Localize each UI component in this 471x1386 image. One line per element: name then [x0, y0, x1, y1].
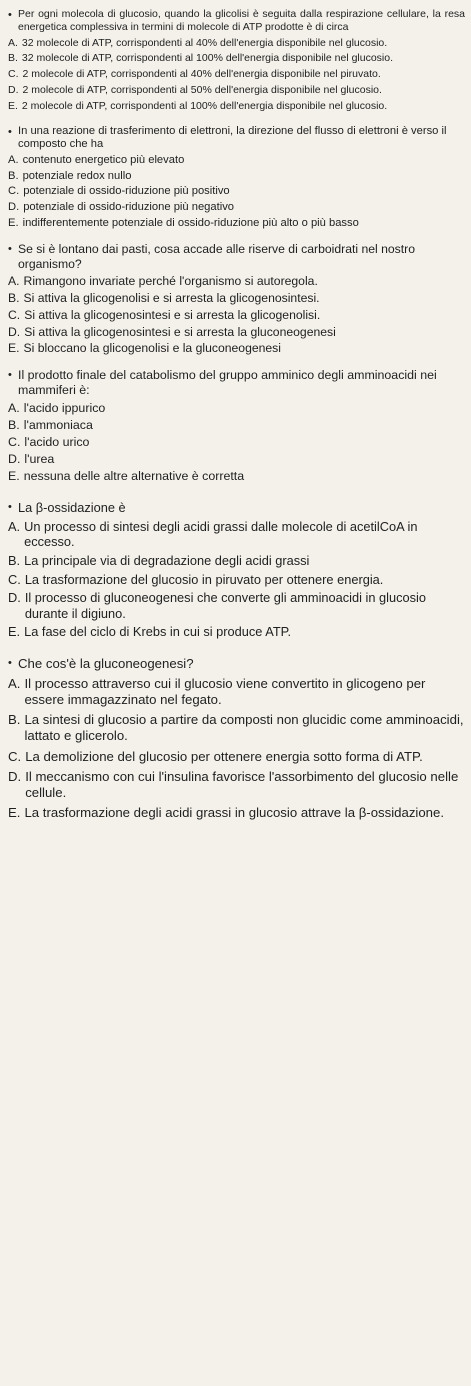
option-a[interactable] [8, 676, 465, 708]
option-letter: D. [8, 768, 22, 784]
option-c[interactable] [8, 308, 465, 323]
question-stem [8, 125, 465, 152]
option-c[interactable] [8, 68, 465, 81]
option-c[interactable] [8, 185, 465, 199]
question-stem [8, 8, 465, 34]
option-text: Si attiva la glicogenosintesi e si arresta la glicogenolisi. [24, 307, 321, 322]
question-4 [8, 368, 465, 484]
option-letter: D. [8, 590, 21, 606]
option-text: Il meccanismo con cui l'insulina favorisce l'assorbimento del glucosio nelle cellule. [25, 768, 459, 800]
option-text: l'acido ippurico [23, 400, 106, 415]
option-a[interactable] [8, 401, 465, 416]
question-text: La β-ossidazione è [18, 500, 126, 516]
option-b[interactable] [8, 52, 465, 65]
option-text: 32 molecole di ATP, corrispondenti al 40% dell'energia disponibile nel glucosio. [21, 36, 388, 49]
question-3 [8, 242, 465, 356]
option-text: 2 molecole di ATP, corrispondenti al 50% dell'energia disponibile nel glucosio. [22, 83, 382, 96]
option-b[interactable] [8, 291, 465, 306]
option-letter: C. [8, 68, 19, 81]
option-text: l'ammoniaca [23, 417, 93, 432]
option-letter: E. [8, 804, 21, 820]
option-c[interactable] [8, 435, 465, 450]
option-text: nessuna delle altre alternative è corretta [23, 469, 245, 484]
option-text: La trasformazione del glucosio in piruvato per ottenere energia. [24, 571, 384, 587]
question-stem [8, 368, 465, 398]
option-letter: B. [8, 290, 20, 305]
question-text: Che cos'è la gluconeogenesi? [18, 656, 194, 672]
option-text: 2 molecole di ATP, corrispondenti al 40% dell'energia disponibile nel piruvato. [22, 68, 381, 81]
bullet-icon: • [8, 9, 12, 21]
option-letter: D. [8, 200, 20, 213]
option-text: contenuto energetico più elevato [22, 153, 185, 166]
option-d[interactable] [8, 452, 465, 467]
option-letter: D. [8, 324, 21, 339]
question-1 [8, 8, 465, 113]
question-text: Il prodotto finale del catabolismo del gruppo amminico degli amminoacidi nei mammiferi è: [18, 368, 437, 398]
option-text: l'urea [24, 451, 55, 466]
bullet-icon: • [8, 657, 12, 670]
option-letter: A. [8, 273, 20, 288]
option-text: Il processo attraverso cui il glucosio viene convertito in glicogeno per essere immagazzinato nel fegato. [24, 676, 426, 708]
bullet-icon: • [8, 243, 12, 256]
question-stem [8, 242, 465, 272]
question-text: In una reazione di trasferimento di elettroni, la direzione del flusso di elettroni è verso il composto che ha [18, 124, 447, 151]
option-letter: A. [8, 36, 18, 49]
option-text: Si attiva la glicogenosintesi e si arresta la gluconeogenesi [24, 324, 336, 339]
option-letter: D. [8, 451, 21, 466]
option-e[interactable] [8, 341, 465, 356]
option-letter: A. [8, 518, 21, 534]
option-letter: B. [8, 417, 20, 432]
option-text: La principale via di degradazione degli acidi grassi [24, 553, 310, 568]
option-e[interactable] [8, 624, 465, 640]
option-a[interactable] [8, 274, 465, 289]
question-text: Se si è lontano dai pasti, cosa accade alle riserve di carboidrati nel nostro organismo? [18, 242, 415, 272]
question-5 [8, 500, 465, 640]
option-a[interactable] [8, 519, 465, 550]
option-d[interactable] [8, 590, 465, 621]
option-letter: A. [8, 400, 20, 415]
option-letter: C. [8, 748, 22, 764]
option-e[interactable] [8, 100, 465, 113]
option-letter: C. [8, 307, 21, 322]
option-letter: B. [8, 169, 19, 182]
option-text: potenziale redox nullo [22, 169, 132, 182]
option-text: indifferentemente potenziale di ossido-riduzione più alto o più basso [22, 216, 359, 229]
option-text: potenziale di ossido-riduzione più positivo [23, 185, 230, 198]
option-letter: E. [8, 341, 20, 356]
option-letter: A. [8, 153, 19, 166]
option-letter: C. [8, 185, 20, 198]
bullet-icon: • [8, 369, 12, 382]
option-text: Un processo di sintesi degli acidi grassi dalle molecole di acetilCoA in eccesso. [24, 518, 418, 550]
option-c[interactable] [8, 749, 465, 765]
option-e[interactable] [8, 469, 465, 484]
option-a[interactable] [8, 154, 465, 168]
question-stem [8, 500, 465, 516]
option-letter: C. [8, 571, 21, 587]
option-letter: E. [8, 216, 19, 229]
option-letter: A. [8, 676, 21, 692]
option-letter: D. [8, 83, 19, 96]
option-text: Il processo di gluconeogenesi che converte gli amminoacidi in glucosio durante il digiuno. [24, 590, 427, 621]
option-text: Si attiva la glicogenolisi e si arresta la glicogenosintesi. [23, 290, 320, 305]
option-b[interactable] [8, 553, 465, 569]
option-text: Rimangono invariate perché l'organismo si autoregola. [23, 273, 318, 288]
question-stem [8, 656, 465, 672]
option-e[interactable] [8, 805, 465, 821]
question-text: Per ogni molecola di glucosio, quando la glicolisi è seguita dalla respirazione cellulare, la resa energetica complessiva in termini di molecole di ATP prodotte è di circa [18, 8, 465, 33]
option-b[interactable] [8, 712, 465, 744]
option-text: La demolizione del glucosio per ottenere energia sotto forma di ATP. [25, 748, 423, 764]
option-letter: B. [8, 553, 21, 568]
option-a[interactable] [8, 37, 465, 50]
option-d[interactable] [8, 84, 465, 97]
bullet-icon: • [8, 501, 12, 514]
option-text: La trasformazione degli acidi grassi in glucosio attrave la β-ossidazione. [24, 804, 445, 820]
option-text: 32 molecole di ATP, corrispondenti al 100% dell'energia disponibile nel glucosio. [21, 52, 394, 65]
bullet-icon: • [8, 125, 12, 138]
option-text: La fase del ciclo di Krebs in cui si produce ATP. [24, 624, 292, 640]
option-letter: E. [8, 624, 21, 640]
option-text: La sintesi di glucosio a partire da composti non glucidic come amminoacidi, lattato e glicerolo. [24, 712, 464, 744]
option-text: Si bloccano la glicogenolisi e la gluconeogenesi [23, 341, 281, 356]
question-6 [8, 656, 465, 821]
question-2 [8, 125, 465, 231]
option-d[interactable] [8, 201, 465, 215]
option-text: 2 molecole di ATP, corrispondenti al 100% dell'energia disponibile nel glucosio. [21, 99, 388, 112]
option-letter: E. [8, 469, 20, 484]
option-letter: B. [8, 712, 21, 728]
option-b[interactable] [8, 418, 465, 433]
option-text: potenziale di ossido-riduzione più negativo [23, 200, 235, 213]
option-b[interactable] [8, 170, 465, 184]
option-d[interactable] [8, 769, 465, 801]
option-d[interactable] [8, 325, 465, 340]
option-text: l'acido urico [24, 434, 90, 449]
option-letter: E. [8, 99, 18, 112]
option-e[interactable] [8, 217, 465, 231]
option-c[interactable] [8, 572, 465, 588]
option-letter: C. [8, 434, 21, 449]
option-letter: B. [8, 52, 18, 65]
